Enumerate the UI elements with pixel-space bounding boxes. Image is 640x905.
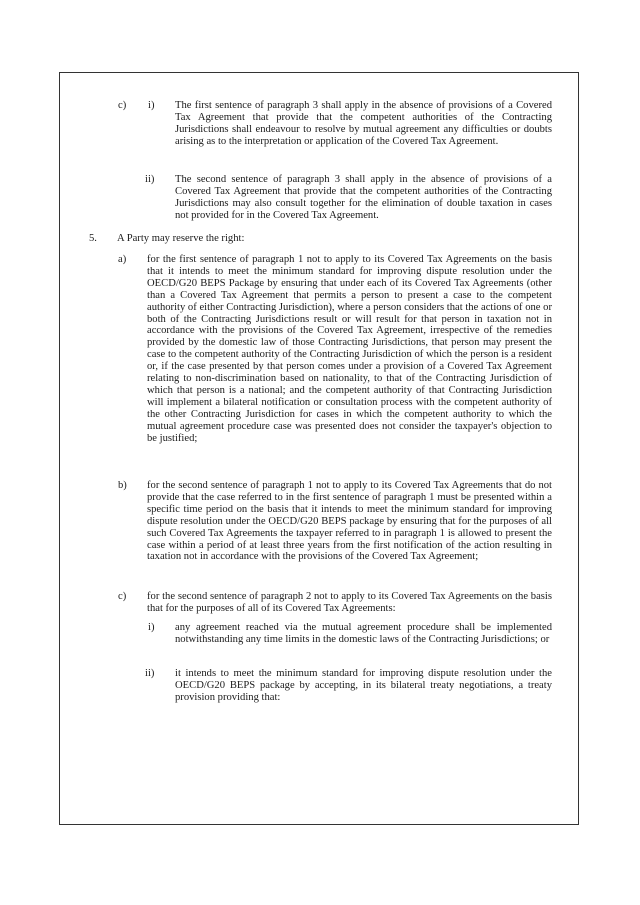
clause-5a: for the first sentence of paragraph 1 not to apply to its Covered Tax Agreements on the basis that it intends to meet the minimum standard for improving dispute resolution under the OECD/G20 BEPS Package by ensuring that under each of its Covered Tax Agreements (other than a Covered Tax Agreement that permits a person to present a case to the competent authority of either Contracting Jurisdiction), where a person considers that the actions of one or both of the Contracting Jurisdictions result or will result for that person in taxation not in accordance with the provisions of the Covered Tax Agreement, irrespective of the remedies provided by the domestic law of those Contracting Jurisdictions, that person may present the case to the competent authority of the Contracting Jurisdiction of which the person is a resident or, if the case presented by that person comes under a provision of a Covered Tax Agreement relating to non-discrimination based on nationality, to that of the Contracting Jurisdiction of which that person is a national; and the competent authority of that Contracting Jurisdiction will implement a bilateral notification or consultation process with the competent authority of the other Contracting Jurisdiction for cases in which the competent authority to which the mutual agreement procedure case was presented does not consider the taxpayer's objection to be justified; (147, 254, 552, 444)
paragraph-number: 5. (89, 233, 97, 244)
item-label-5a: a) (118, 254, 127, 265)
clause-5c: for the second sentence of paragraph 2 not to apply to its Covered Tax Agreements on the basis that for the purposes of all of its Covered Tax Agreements: (147, 591, 552, 614)
item-label-c-ii: ii) (145, 174, 155, 185)
clause-5b: for the second sentence of paragraph 1 not to apply to its Covered Tax Agreements that do not provide that the case referred to in the first sentence of paragraph 1 must be presented within a specific time period on the basis that it intends to meet the minimum standard for improving dispute resolution under the OECD/G20 BEPS package by ensuring that for the purposes of all such Covered Tax Agreements the taxpayer referred to in paragraph 1 is allowed to present the case within a period of at least three years from the first notification of the action resulting in taxation not in accordance with the provisions of the Covered Tax Agreement; (147, 480, 552, 563)
item-label-5c-i: i) (148, 622, 155, 633)
item-label-c: c) (118, 100, 127, 111)
item-label-c-i: i) (148, 100, 155, 111)
clause-c-ii: The second sentence of paragraph 3 shall apply in the absence of provisions of a Covered Tax Agreement that provide that the competent authorities of the Contracting Jurisdictions may also consult together for the elimination of double taxation in cases not provided for in the Covered Tax Agreement. (175, 174, 552, 221)
item-label-5c: c) (118, 591, 127, 602)
clause-5c-ii: it intends to meet the minimum standard for improving dispute resolution under the OECD/G20 BEPS package by accepting, in its bilateral treaty negotiations, a treaty provision providing that: (175, 668, 552, 703)
item-label-5b: b) (118, 480, 127, 491)
clause-c-i: The first sentence of paragraph 3 shall apply in the absence of provisions of a Covered Tax Agreement that provide that the competent authorities of the Contracting Jurisdictions shall endeavour to resolve by mutual agreement any difficulties or doubts arising as to the interpretation or application of the Covered Tax Agreement. (175, 100, 552, 147)
paragraph-intro: A Party may reserve the right: (117, 233, 245, 244)
clause-5c-i: any agreement reached via the mutual agreement procedure shall be implemented notwithstanding any time limits in the domestic laws of the Contracting Jurisdictions; or (175, 622, 552, 645)
item-label-5c-ii: ii) (145, 668, 155, 679)
